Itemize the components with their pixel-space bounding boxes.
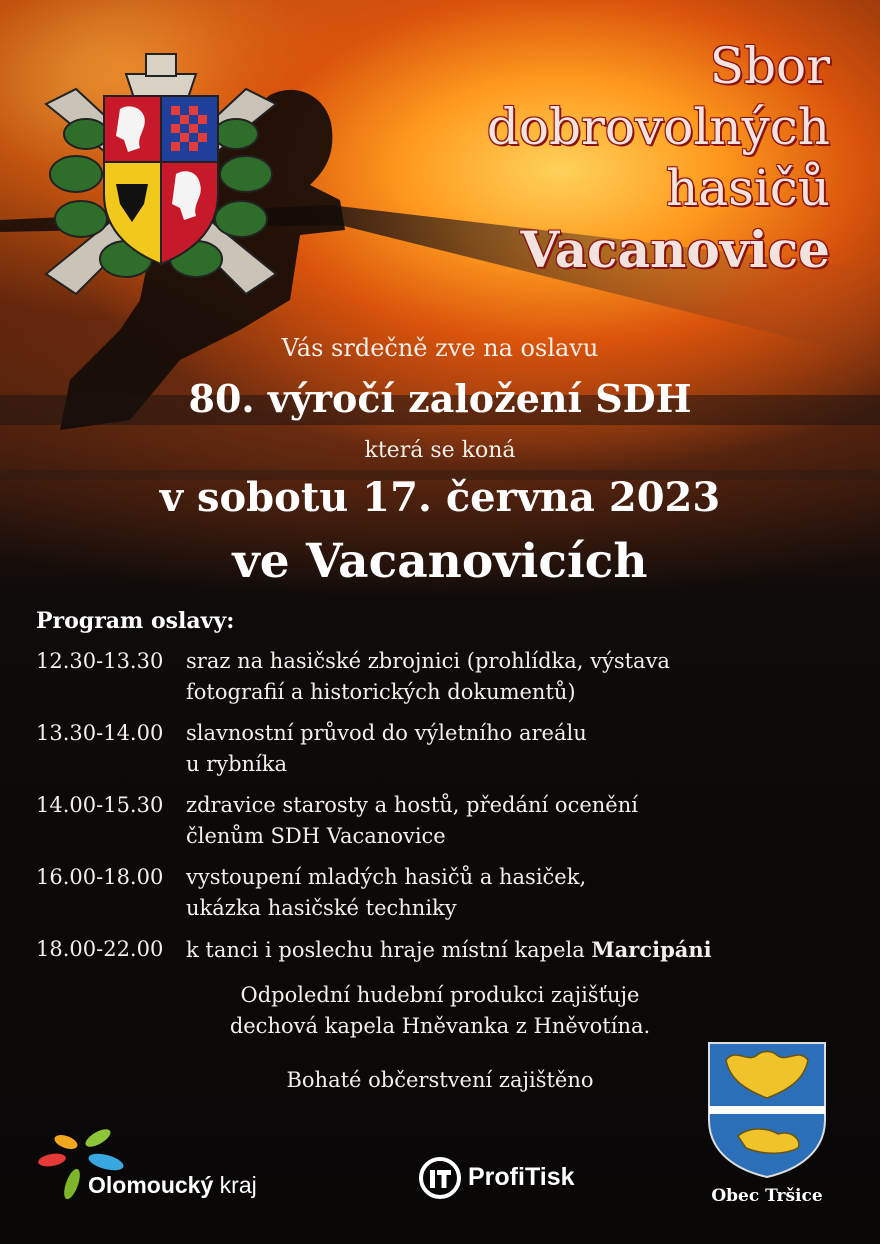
program-time: 14.00-15.30 bbox=[36, 793, 164, 817]
organization-title bbox=[487, 36, 830, 280]
program-line: sraz na hasičské zbrojnici (prohlídka, výstava bbox=[186, 649, 670, 673]
program-line: ukázka hasičské techniky bbox=[186, 896, 457, 920]
olomoucky-kraj-text bbox=[88, 1172, 257, 1199]
program-line: členům SDH Vacanovice bbox=[186, 824, 446, 848]
program-row bbox=[36, 718, 856, 780]
music-note bbox=[0, 980, 880, 1042]
program-time: 16.00-18.00 bbox=[36, 865, 164, 889]
program-time: 18.00-22.00 bbox=[36, 937, 164, 961]
program-line: u rybníka bbox=[186, 752, 288, 776]
program-description bbox=[186, 718, 856, 780]
title-line: Vacanovice bbox=[520, 220, 830, 279]
olomoucky-kraj-bold: Olomoucký bbox=[88, 1172, 214, 1198]
band-name: Marcipáni bbox=[591, 937, 712, 962]
profitisk-text: ProfiTisk bbox=[468, 1163, 575, 1191]
program-list bbox=[36, 646, 856, 976]
invite-text: Vás srdečně zve na oslavu bbox=[281, 334, 599, 362]
music-line: dechová kapela Hněvanka z Hněvotína. bbox=[229, 1014, 651, 1038]
anniversary-heading: 80. výročí založení SDH bbox=[188, 376, 692, 421]
event-date: v sobotu 17. června 2023 bbox=[159, 474, 721, 521]
program-heading: Program oslavy: bbox=[36, 608, 235, 634]
program-time: 12.30-13.30 bbox=[36, 649, 164, 673]
program-description bbox=[186, 862, 856, 924]
refreshment-note: Bohaté občerstvení zajištěno bbox=[286, 1068, 594, 1092]
program-line: zdravice starosty a hostů, předání ocenění bbox=[186, 793, 638, 817]
program-row bbox=[36, 862, 856, 924]
trsice-coat-of-arms bbox=[706, 1040, 828, 1180]
profitisk-logo-icon bbox=[418, 1156, 462, 1200]
trsice-caption: Obec Tršice bbox=[711, 1186, 823, 1206]
music-line: Odpolední hudební produkci zajišťuje bbox=[240, 983, 640, 1007]
program-description bbox=[186, 934, 856, 966]
title-line: hasičů bbox=[666, 159, 830, 217]
program-description bbox=[186, 646, 856, 708]
title-line: Sbor bbox=[709, 37, 830, 95]
held-text: která se koná bbox=[364, 438, 516, 463]
program-line: slavnostní průvod do výletního areálu bbox=[186, 721, 587, 745]
program-time: 13.30-14.00 bbox=[36, 721, 164, 745]
program-description bbox=[186, 790, 856, 852]
event-place: ve Vacanovicích bbox=[232, 534, 648, 589]
program-row bbox=[36, 934, 856, 966]
program-line: k tanci i poslechu hraje místní kapela bbox=[186, 938, 592, 962]
olomoucky-kraj-regular: kraj bbox=[213, 1172, 257, 1198]
program-row bbox=[36, 790, 856, 852]
program-line: vystoupení mladých hasičů a hasiček, bbox=[186, 865, 587, 889]
program-line: fotografií a historických dokumentů) bbox=[186, 680, 576, 704]
program-row bbox=[36, 646, 856, 708]
fire-brigade-emblem bbox=[36, 44, 286, 300]
title-line: dobrovolných bbox=[486, 98, 830, 156]
